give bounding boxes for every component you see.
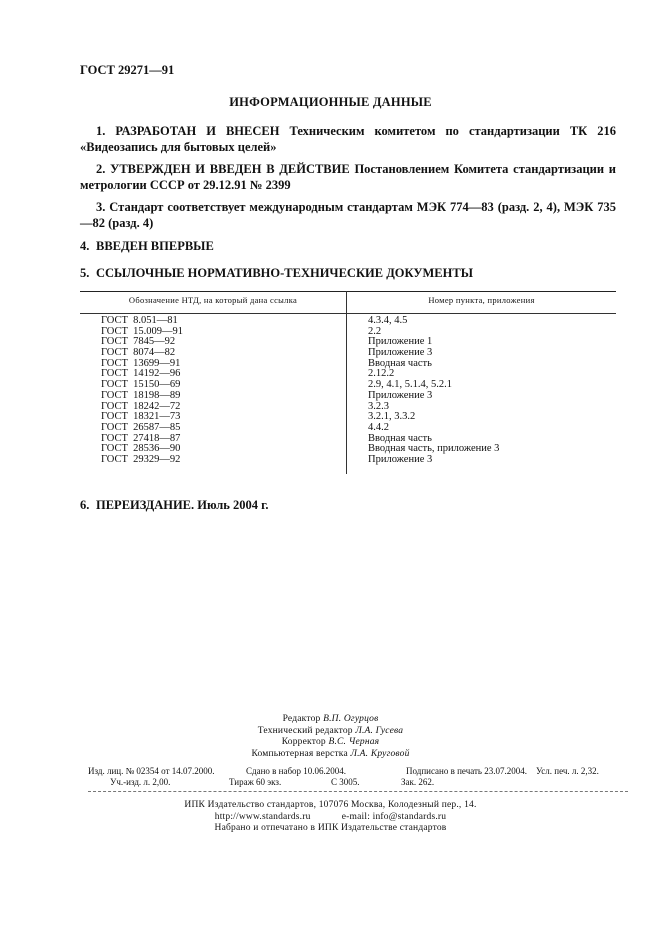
row-designation: ГОСТ 8074—82 (101, 347, 176, 359)
info-item-3 (80, 199, 616, 231)
document-code: ГОСТ 29271—91 (80, 63, 175, 77)
table-header-clause: Номер пункта, приложения (428, 295, 535, 305)
row-designation: ГОСТ 29329—92 (101, 453, 181, 465)
row-clause: Вводная часть (368, 357, 432, 369)
table-top-rule (80, 291, 616, 292)
row-clause: 4.3.4, 4.5 (368, 315, 408, 326)
publisher-footer (0, 800, 661, 835)
info-item-text: ССЫЛОЧНЫЕ НОРМАТИВНО-ТЕХНИЧЕСКИЕ ДОКУМЕНТЫ (96, 266, 473, 280)
table-row (80, 423, 616, 434)
row-clause: 2.9, 4.1, 5.1.4, 5.2.1 (368, 379, 452, 391)
row-designation: ГОСТ 18321—73 (101, 411, 181, 423)
website-link[interactable]: http://www.standards.ru (214, 811, 311, 822)
order-number-text: Зак. 262. (401, 777, 435, 787)
row-designation: ГОСТ 8.051—81 (101, 315, 178, 326)
print-sheets-text: Усл. печ. л. 2,32. (536, 766, 599, 776)
license-text: Изд. лиц. № 02354 от 14.07.2000. (88, 766, 215, 776)
tech-editor-line: Технический редактор Л.А. Гусева (257, 725, 404, 736)
sent-to-typeset-text: Сдано в набор 10.06.2004. (246, 766, 347, 776)
row-designation: ГОСТ 18198—89 (101, 389, 181, 401)
info-item-2 (80, 161, 616, 193)
info-item-5 (80, 265, 616, 281)
row-designation: ГОСТ 15150—69 (101, 379, 181, 391)
info-item-text: 1. РАЗРАБОТАН И ВНЕСЕН Техническим комитетом по стандартизации ТК 216 «Видеозапись для бытовых целей» (80, 124, 617, 154)
table-header-designation: Обозначение НТД, на который дана ссылка (128, 295, 298, 305)
row-clause: 3.2.1, 3.3.2 (368, 411, 416, 423)
row-designation: ГОСТ 27418—87 (101, 432, 181, 444)
editorial-credits (0, 714, 661, 760)
order-c-text: С 3005. (331, 777, 360, 787)
row-clause: Приложение 1 (368, 336, 433, 348)
table-row (80, 391, 616, 402)
row-designation: ГОСТ 7845—92 (101, 336, 176, 348)
row-clause: Приложение 3 (368, 347, 433, 359)
email-link[interactable]: e-mail: info@standards.ru (341, 811, 447, 822)
printed-by-text: Набрано и отпечатано в ИПК Издательстве стандартов (214, 823, 447, 833)
info-item-text: 3. Стандарт соответствует международным стандартам МЭК 774—83 (разд. 2, 4), МЭК 735—82 (разд. 4) (80, 200, 616, 230)
row-clause: 2.12.2 (368, 368, 395, 380)
info-item-number: 6. (80, 498, 90, 512)
row-clause: 3.2.3 (368, 400, 389, 412)
row-clause: Вводная часть, приложение 3 (368, 443, 500, 455)
row-clause: Вводная часть (368, 432, 432, 444)
info-item-number: 5. (80, 266, 90, 280)
section-title: ИНФОРМАЦИОННЫЕ ДАННЫЕ (229, 95, 432, 109)
row-designation: ГОСТ 26587—85 (101, 421, 181, 433)
corrector-line: Корректор В.С. Черная (281, 737, 380, 747)
row-designation: ГОСТ 13699—91 (101, 357, 181, 369)
info-item-text: ПЕРЕИЗДАНИЕ. Июль 2004 г. (96, 498, 269, 512)
row-designation: ГОСТ 14192—96 (101, 368, 181, 380)
info-item-4 (80, 238, 616, 254)
table-row (80, 455, 616, 466)
info-item-6 (80, 497, 616, 513)
editor-line: Редактор В.П. Огурцов (282, 714, 379, 724)
signed-to-print-text: Подписано в печать 23.07.2004. (406, 766, 528, 776)
layout-line: Компьютерная верстка Л.А. Круговой (251, 748, 410, 759)
publisher-contacts (0, 812, 661, 824)
row-clause: 4.4.2 (368, 421, 389, 433)
row-clause: 2.2 (368, 325, 382, 337)
row-clause: Приложение 3 (368, 389, 433, 401)
table-body (80, 316, 616, 466)
info-item-text: 2. УТВЕРЖДЕН И ВВЕДЕН В ДЕЙСТВИЕ Постановлением Комитета стандартизации и метрологии СССР от 29.12.91 № 2399 (80, 162, 617, 192)
pub-sheets-text: Уч.-изд. л. 2,00. (110, 777, 171, 787)
info-item-number: 4. (80, 239, 90, 253)
publisher-address: ИПК Издательство стандартов, 107076 Москва, Колодезный пер., 14. (184, 800, 477, 810)
row-designation: ГОСТ 18242—72 (101, 400, 181, 412)
reference-table (80, 291, 616, 474)
info-item-1 (80, 123, 616, 155)
row-designation: ГОСТ 15.009—91 (101, 325, 184, 337)
row-designation: ГОСТ 28536—90 (101, 443, 181, 455)
info-item-text: ВВЕДЕН ВПЕРВЫЕ (96, 239, 214, 253)
row-clause: Приложение 3 (368, 453, 433, 465)
print-run-text: Тираж 60 экз. (229, 777, 282, 787)
footer-separator (88, 791, 628, 792)
table-header-rule (80, 313, 616, 314)
